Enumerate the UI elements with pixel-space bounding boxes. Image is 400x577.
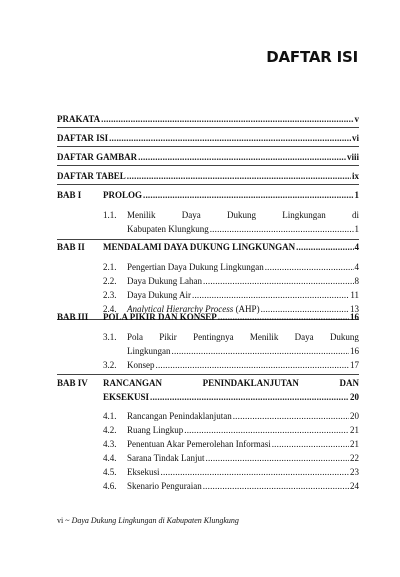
chapter-number: BAB III <box>57 312 89 322</box>
chapter-title-line1: RANCANGAN PENINDAKLANJUTAN DAN <box>103 378 359 388</box>
toc-section-4-1[interactable] <box>103 409 359 423</box>
page-title: DAFTAR ISI <box>266 48 358 66</box>
toc-section-4-2[interactable] <box>103 423 359 437</box>
toc-page-number: ix <box>351 171 359 181</box>
toc-page-number: 23 <box>350 467 359 477</box>
toc-page-number: 8 <box>354 276 359 286</box>
toc-entry-daftar-gambar[interactable] <box>57 150 359 164</box>
toc-section-4-3[interactable] <box>103 437 359 451</box>
section-title: Penentuan Akar Pemerolehan Informasi <box>127 439 271 449</box>
section-number: 3.1. <box>103 332 117 342</box>
toc-page-number: 16 <box>350 346 359 356</box>
toc-page-number: 4 <box>354 242 359 252</box>
section-title-line2 <box>127 344 359 358</box>
section-number: 4.1. <box>103 411 117 421</box>
leader-dots <box>156 358 350 372</box>
leader-dots <box>203 479 349 493</box>
divider <box>57 127 359 128</box>
leader-dots <box>296 240 353 254</box>
toc-page-number: 13 <box>350 304 359 314</box>
toc-entry-label: DAFTAR TABEL <box>57 171 126 181</box>
section-number: 4.5. <box>103 467 117 477</box>
toc-page-number: 16 <box>350 312 359 322</box>
chapter-title: EKSEKUSI <box>103 392 150 402</box>
toc-page-number: 20 <box>350 392 359 402</box>
chapter-title: MENDALAMI DAYA DUKUNG LINGKUNGAN <box>103 242 296 252</box>
leader-dots <box>101 112 353 126</box>
toc-page-number: 21 <box>350 439 359 449</box>
leader-dots <box>210 222 354 236</box>
section-title: Kabupaten Klungkung <box>127 224 209 234</box>
section-number: 2.1. <box>103 262 117 272</box>
section-title: Ruang Lingkup <box>127 425 184 435</box>
section-title-line2 <box>127 222 359 236</box>
chapter-title: POLA PIKIR DAN KONSEP <box>103 312 217 322</box>
toc-page-number: 11 <box>350 290 359 300</box>
toc-page-number: 20 <box>350 411 359 421</box>
section-title-italic: Analytical Hierarchy Process <box>127 304 234 314</box>
section-title: Lingkungan <box>127 346 171 356</box>
section-number: 3.2. <box>103 360 117 370</box>
toc-page-number: 1 <box>354 224 359 234</box>
section-title: Eksekusi <box>127 467 160 477</box>
section-title: Sarana Tindak Lanjut <box>127 453 205 463</box>
section-title-line1: Pola Pikir Pentingnya Menilik Daya Dukung <box>127 332 359 342</box>
toc-page-number: v <box>354 114 359 124</box>
chapter-number: BAB IV <box>57 378 88 388</box>
page-footer <box>57 516 239 525</box>
toc-chapter-4[interactable] <box>57 376 359 404</box>
divider <box>57 146 359 147</box>
toc-section-4-4[interactable] <box>103 451 359 465</box>
toc-page-number: 1 <box>354 190 359 200</box>
toc-page-number: 17 <box>350 360 359 370</box>
toc-page-number: vi <box>351 133 359 143</box>
toc-entry-label: DAFTAR ISI <box>57 133 109 143</box>
toc-page-number: 24 <box>350 481 359 491</box>
toc-section-4-6[interactable] <box>103 479 359 493</box>
leader-dots <box>206 451 350 465</box>
toc-chapter-1[interactable] <box>57 188 359 202</box>
toc-chapter-3[interactable] <box>57 310 359 324</box>
leader-dots <box>138 150 346 164</box>
section-title: Rancangan Penindaklanjutan <box>127 411 232 421</box>
section-title-suffix: (AHP) <box>233 304 260 314</box>
leader-dots <box>233 409 349 423</box>
section-number: 2.3. <box>103 290 117 300</box>
leader-dots <box>143 188 353 202</box>
toc-page-number: 4 <box>354 262 359 272</box>
toc-section-2-2[interactable] <box>103 274 359 288</box>
section-title: Konsep <box>127 360 155 370</box>
section-number: 4.2. <box>103 425 117 435</box>
toc-section-2-1[interactable] <box>103 260 359 274</box>
leader-dots <box>161 465 350 479</box>
footer-page-number: vi <box>57 516 64 525</box>
section-number: 2.2. <box>103 276 117 286</box>
divider <box>57 165 359 166</box>
section-number: 4.3. <box>103 439 117 449</box>
leader-dots <box>127 169 351 183</box>
section-title: Daya Dukung Air <box>127 290 191 300</box>
leader-dots <box>184 423 349 437</box>
chapter-title: PROLOG <box>103 190 143 200</box>
leader-dots <box>150 390 349 404</box>
section-title-line1: Menilik Daya Dukung Lingkungan di <box>127 210 359 220</box>
toc-section-3-2[interactable] <box>103 358 359 372</box>
chapter-number: BAB I <box>57 190 82 200</box>
toc-page-number: 22 <box>350 453 359 463</box>
divider <box>57 184 359 185</box>
leader-dots <box>272 437 349 451</box>
divider <box>57 374 359 375</box>
toc-page-number: 21 <box>350 425 359 435</box>
leader-dots <box>265 260 354 274</box>
leader-dots <box>172 344 350 358</box>
section-number: 4.4. <box>103 453 117 463</box>
section-number: 2.4. <box>103 304 117 314</box>
toc-entry-label: PRAKATA <box>57 114 101 124</box>
leader-dots <box>203 274 354 288</box>
toc-section-1-1[interactable] <box>103 208 359 236</box>
toc-chapter-2[interactable] <box>57 240 359 254</box>
leader-dots <box>109 131 351 145</box>
footer-book-title: Daya Dukung Lingkungan di Kabupaten Klungkung <box>71 516 239 525</box>
leader-dots <box>218 310 349 324</box>
toc-section-4-5[interactable] <box>103 465 359 479</box>
toc-section-2-3[interactable] <box>103 288 359 302</box>
toc-page-number: viii <box>346 152 359 162</box>
section-title: Daya Dukung Lahan <box>127 276 202 286</box>
section-number: 4.6. <box>103 481 117 491</box>
chapter-title-line2 <box>103 390 359 404</box>
toc-entry-daftar-tabel[interactable] <box>57 169 359 183</box>
toc-entry-label: DAFTAR GAMBAR <box>57 152 138 162</box>
toc-section-3-1[interactable] <box>103 330 359 358</box>
chapter-number: BAB II <box>57 242 85 252</box>
toc-entry-prakata[interactable] <box>57 112 359 126</box>
toc-entry-daftar-isi[interactable] <box>57 131 359 145</box>
leader-dots <box>192 288 349 302</box>
footer-separator: ~ <box>63 516 72 525</box>
section-title: Pengertian Daya Dukung Lingkungan <box>127 262 264 272</box>
section-number: 1.1. <box>103 210 117 220</box>
section-title: Skenario Penguraian <box>127 481 202 491</box>
